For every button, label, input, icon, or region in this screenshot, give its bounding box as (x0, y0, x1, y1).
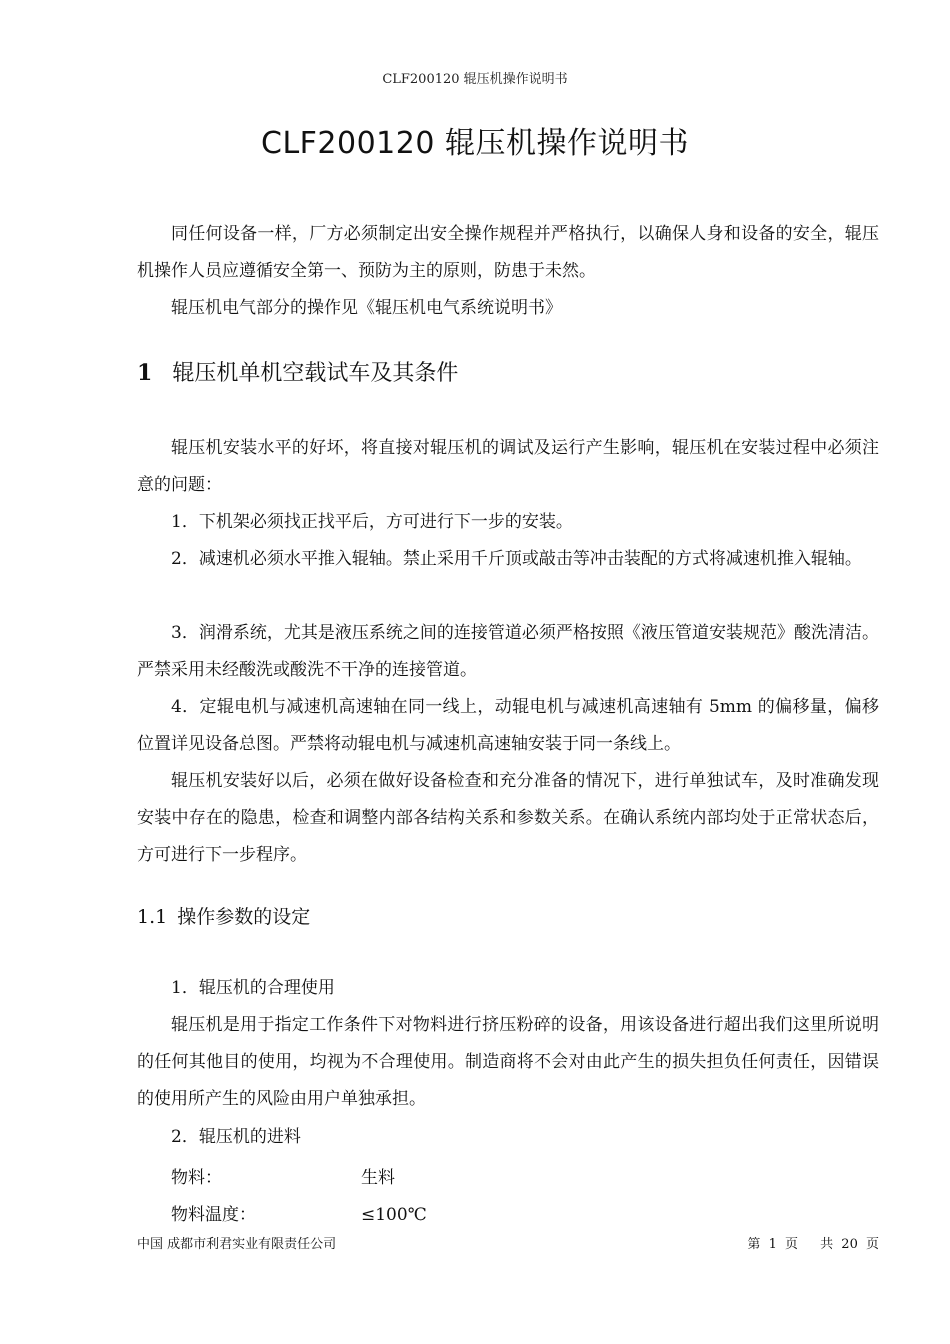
total-label-pre: 共 (820, 1237, 834, 1252)
proper-use-text: 辊压机是用于指定工作条件下对物料进行挤压粉碎的设备，用该设备进行超出我们这里所说明的任何其他目的使用，均视为不合理使用。制造商将不会对由此产生的损失担负任何责任，因错误的使用所产生的风险由用户单独承担。 (137, 1015, 879, 1109)
footer-page-info (743, 1233, 879, 1252)
footer-company: 中国 成都市利君实业有限责任公司 (137, 1237, 337, 1252)
install-item-2: 2．减速机必须水平推入辊轴。禁止采用千斤顶或敲击等冲击装配的方式将减速机推入辊轴。 (171, 549, 862, 569)
page-label-post: 页 (784, 1237, 798, 1252)
section-1-number: 1 (137, 360, 153, 386)
param-value: 生料 (361, 1168, 395, 1188)
section-1-1-title: 操作参数的设定 (177, 906, 311, 928)
section-1-1-heading (137, 902, 310, 929)
install-item-3: 3．润滑系统，尤其是液压系统之间的连接管道必须严格按照《液压管道安装规范》酸洗清洁。严禁采用未经酸洗或酸洗不干净的连接管道。 (137, 623, 879, 680)
section-1-title: 辊压机单机空载试车及其条件 (172, 361, 459, 386)
param-row-material (171, 1163, 395, 1188)
feed-title: 2．辊压机的进料 (171, 1127, 301, 1147)
trial-run-paragraph: 辊压机安装好以后，必须在做好设备检查和充分准备的情况下，进行单独试车，及时准确发现安装中存在的隐患，检查和调整内部各结构关系和参数关系。在确认系统内部均处于正常状态后，方可进行下一步程序。 (137, 771, 879, 865)
install-item-1: 1．下机架必须找正找平后，方可进行下一步的安装。 (171, 512, 573, 532)
total-pages: 20 (841, 1237, 858, 1252)
running-header: CLF200120 辊压机操作说明书 (382, 72, 568, 87)
section-1-intro: 辊压机安装水平的好坏，将直接对辊压机的调试及运行产生影响，辊压机在安装过程中必须注意的问题： (137, 438, 879, 495)
page-label-pre: 第 (747, 1237, 761, 1252)
param-label: 物料温度： (171, 1205, 256, 1225)
section-1-heading (137, 356, 458, 387)
intro-paragraph: 同任何设备一样，厂方必须制定出安全操作规程并严格执行，以确保人身和设备的安全，辊压机操作人员应遵循安全第一、预防为主的原则，防患于未然。 (137, 224, 879, 281)
param-label: 物料： (171, 1168, 222, 1188)
param-value: ≤100℃ (361, 1205, 427, 1225)
install-item-4: 4．定辊电机与减速机高速轴在同一线上，动辊电机与减速机高速轴有 5mm 的偏移量，偏移位置详见设备总图。严禁将动辊电机与减速机高速轴安装于同一条线上。 (137, 697, 879, 754)
total-label-post: 页 (865, 1237, 879, 1252)
section-1-1-number: 1.1 (137, 906, 168, 928)
param-row-temperature (171, 1200, 427, 1225)
intro-electrical-reference: 辊压机电气部分的操作见《辊压机电气系统说明书》 (171, 298, 562, 318)
page-number: 1 (768, 1237, 777, 1252)
proper-use-title: 1．辊压机的合理使用 (171, 978, 335, 998)
document-title: CLF200120 辊压机操作说明书 (261, 126, 689, 161)
